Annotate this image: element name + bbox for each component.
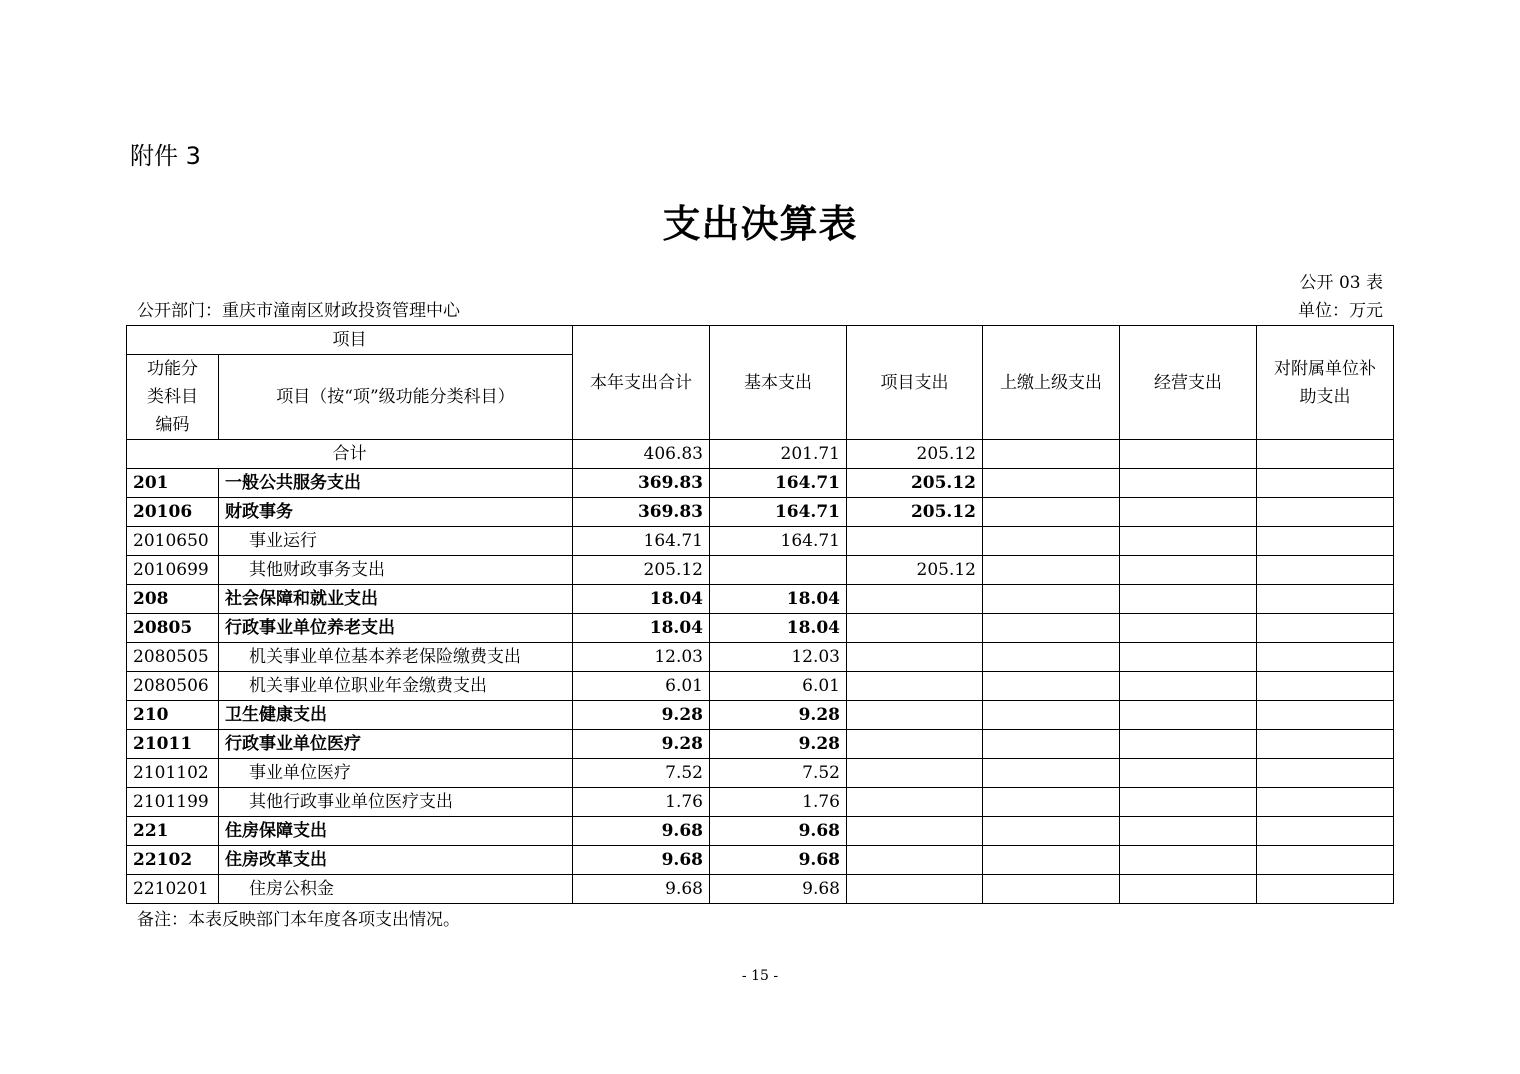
subsidy-cell — [1257, 817, 1394, 846]
upper-cell — [983, 469, 1120, 498]
table-row — [127, 643, 1394, 672]
business-cell — [1120, 730, 1257, 759]
table-row — [127, 759, 1394, 788]
name-cell: 事业运行 — [219, 527, 573, 556]
subsidy-cell — [1257, 643, 1394, 672]
total-cell: 205.12 — [573, 556, 710, 585]
total-cell: 1.76 — [573, 788, 710, 817]
code-cell: 2010650 — [127, 527, 219, 556]
header-basic: 基本支出 — [710, 326, 847, 440]
basic-cell: 164.71 — [710, 527, 847, 556]
table-row — [127, 788, 1394, 817]
project-cell: 205.12 — [847, 469, 983, 498]
subsidy-cell — [1257, 614, 1394, 643]
unit-label: 单位：万元 — [1298, 301, 1383, 321]
name-cell: 事业单位医疗 — [219, 759, 573, 788]
name-cell: 卫生健康支出 — [219, 701, 573, 730]
business-cell — [1120, 556, 1257, 585]
project-cell: 205.12 — [847, 440, 983, 469]
code-cell: 21011 — [127, 730, 219, 759]
code-cell: 2080506 — [127, 672, 219, 701]
subsidy-cell — [1257, 527, 1394, 556]
upper-cell — [983, 817, 1120, 846]
attachment-label: 附件 3 — [130, 142, 201, 170]
header-name: 项目（按“项”级功能分类科目） — [219, 355, 573, 440]
total-cell: 12.03 — [573, 643, 710, 672]
upper-cell — [983, 643, 1120, 672]
table-row — [127, 730, 1394, 759]
name-cell: 一般公共服务支出 — [219, 469, 573, 498]
table-row — [127, 469, 1394, 498]
page-number: - 15 - — [741, 968, 779, 984]
table-row — [127, 585, 1394, 614]
subsidy-cell — [1257, 788, 1394, 817]
upper-cell — [983, 614, 1120, 643]
subsidy-cell — [1257, 846, 1394, 875]
header-item: 项目 — [127, 326, 573, 355]
basic-cell: 1.76 — [710, 788, 847, 817]
code-cell: 2101199 — [127, 788, 219, 817]
total-cell: 9.28 — [573, 701, 710, 730]
business-cell — [1120, 498, 1257, 527]
total-cell: 369.83 — [573, 498, 710, 527]
project-cell — [847, 527, 983, 556]
header-business: 经营支出 — [1120, 326, 1257, 440]
expenditure-table — [126, 325, 1394, 904]
basic-cell: 201.71 — [710, 440, 847, 469]
project-cell — [847, 730, 983, 759]
upper-cell — [983, 498, 1120, 527]
project-cell — [847, 788, 983, 817]
name-cell: 住房公积金 — [219, 875, 573, 904]
table-row — [127, 614, 1394, 643]
business-cell — [1120, 440, 1257, 469]
subsidy-cell — [1257, 440, 1394, 469]
subsidy-cell — [1257, 875, 1394, 904]
business-cell — [1120, 701, 1257, 730]
subsidy-cell — [1257, 469, 1394, 498]
project-cell — [847, 759, 983, 788]
department-label: 公开部门：重庆市潼南区财政投资管理中心 — [137, 301, 460, 321]
basic-cell: 7.52 — [710, 759, 847, 788]
code-cell: 208 — [127, 585, 219, 614]
name-cell: 行政事业单位养老支出 — [219, 614, 573, 643]
business-cell — [1120, 672, 1257, 701]
code-cell: 20805 — [127, 614, 219, 643]
business-cell — [1120, 585, 1257, 614]
table-row — [127, 846, 1394, 875]
total-cell: 9.68 — [573, 817, 710, 846]
total-cell: 9.68 — [573, 875, 710, 904]
business-cell — [1120, 643, 1257, 672]
table-row — [127, 875, 1394, 904]
header-upper: 上缴上级支出 — [983, 326, 1120, 440]
project-cell — [847, 643, 983, 672]
code-cell: 2101102 — [127, 759, 219, 788]
subsidy-cell — [1257, 730, 1394, 759]
basic-cell: 6.01 — [710, 672, 847, 701]
total-cell: 18.04 — [573, 614, 710, 643]
total-row — [127, 440, 1394, 469]
upper-cell — [983, 701, 1120, 730]
basic-cell — [710, 556, 847, 585]
name-cell: 财政事务 — [219, 498, 573, 527]
basic-cell: 12.03 — [710, 643, 847, 672]
basic-cell: 9.68 — [710, 817, 847, 846]
name-cell: 机关事业单位基本养老保险缴费支出 — [219, 643, 573, 672]
name-cell: 其他财政事务支出 — [219, 556, 573, 585]
project-cell: 205.12 — [847, 498, 983, 527]
basic-cell: 9.68 — [710, 846, 847, 875]
upper-cell — [983, 527, 1120, 556]
code-cell: 20106 — [127, 498, 219, 527]
basic-cell: 18.04 — [710, 585, 847, 614]
total-cell: 6.01 — [573, 672, 710, 701]
table-number: 公开 03 表 — [1299, 273, 1383, 293]
code-cell: 2080505 — [127, 643, 219, 672]
business-cell — [1120, 614, 1257, 643]
code-cell: 22102 — [127, 846, 219, 875]
project-cell — [847, 614, 983, 643]
business-cell — [1120, 875, 1257, 904]
subsidy-cell — [1257, 672, 1394, 701]
total-cell: 7.52 — [573, 759, 710, 788]
table-row — [127, 672, 1394, 701]
code-cell: 2210201 — [127, 875, 219, 904]
subsidy-cell — [1257, 498, 1394, 527]
subsidy-cell — [1257, 759, 1394, 788]
project-cell — [847, 817, 983, 846]
code-cell: 221 — [127, 817, 219, 846]
subsidy-cell — [1257, 701, 1394, 730]
business-cell — [1120, 469, 1257, 498]
header-total: 本年支出合计 — [573, 326, 710, 440]
name-cell: 行政事业单位医疗 — [219, 730, 573, 759]
code-cell: 210 — [127, 701, 219, 730]
basic-cell: 9.28 — [710, 701, 847, 730]
header-code: 功能分类科目编码 — [127, 355, 219, 440]
business-cell — [1120, 817, 1257, 846]
upper-cell — [983, 788, 1120, 817]
upper-cell — [983, 672, 1120, 701]
upper-cell — [983, 556, 1120, 585]
basic-cell: 164.71 — [710, 469, 847, 498]
project-cell — [847, 672, 983, 701]
total-cell: 369.83 — [573, 469, 710, 498]
subsidy-cell — [1257, 556, 1394, 585]
basic-cell: 9.28 — [710, 730, 847, 759]
business-cell — [1120, 759, 1257, 788]
project-cell — [847, 701, 983, 730]
project-cell: 205.12 — [847, 556, 983, 585]
project-cell — [847, 585, 983, 614]
business-cell — [1120, 527, 1257, 556]
business-cell — [1120, 788, 1257, 817]
name-cell: 社会保障和就业支出 — [219, 585, 573, 614]
table-row — [127, 817, 1394, 846]
total-cell: 164.71 — [573, 527, 710, 556]
total-cell: 9.28 — [573, 730, 710, 759]
upper-cell — [983, 440, 1120, 469]
total-label: 合计 — [127, 440, 573, 469]
page-title: 支出决算表 — [662, 201, 858, 246]
upper-cell — [983, 585, 1120, 614]
basic-cell: 9.68 — [710, 875, 847, 904]
total-cell: 406.83 — [573, 440, 710, 469]
total-cell: 9.68 — [573, 846, 710, 875]
header-subsidy: 对附属单位补助支出 — [1257, 326, 1394, 440]
basic-cell: 18.04 — [710, 614, 847, 643]
upper-cell — [983, 846, 1120, 875]
code-cell: 201 — [127, 469, 219, 498]
project-cell — [847, 875, 983, 904]
footnote: 备注：本表反映部门本年度各项支出情况。 — [137, 910, 460, 930]
total-cell: 18.04 — [573, 585, 710, 614]
code-cell: 2010699 — [127, 556, 219, 585]
business-cell — [1120, 846, 1257, 875]
table-row — [127, 498, 1394, 527]
table-row — [127, 556, 1394, 585]
upper-cell — [983, 759, 1120, 788]
upper-cell — [983, 875, 1120, 904]
name-cell: 住房保障支出 — [219, 817, 573, 846]
table-row — [127, 701, 1394, 730]
header-row-1 — [127, 326, 1394, 355]
basic-cell: 164.71 — [710, 498, 847, 527]
project-cell — [847, 846, 983, 875]
name-cell: 住房改革支出 — [219, 846, 573, 875]
name-cell: 机关事业单位职业年金缴费支出 — [219, 672, 573, 701]
table-row — [127, 527, 1394, 556]
header-project: 项目支出 — [847, 326, 983, 440]
subsidy-cell — [1257, 585, 1394, 614]
upper-cell — [983, 730, 1120, 759]
name-cell: 其他行政事业单位医疗支出 — [219, 788, 573, 817]
